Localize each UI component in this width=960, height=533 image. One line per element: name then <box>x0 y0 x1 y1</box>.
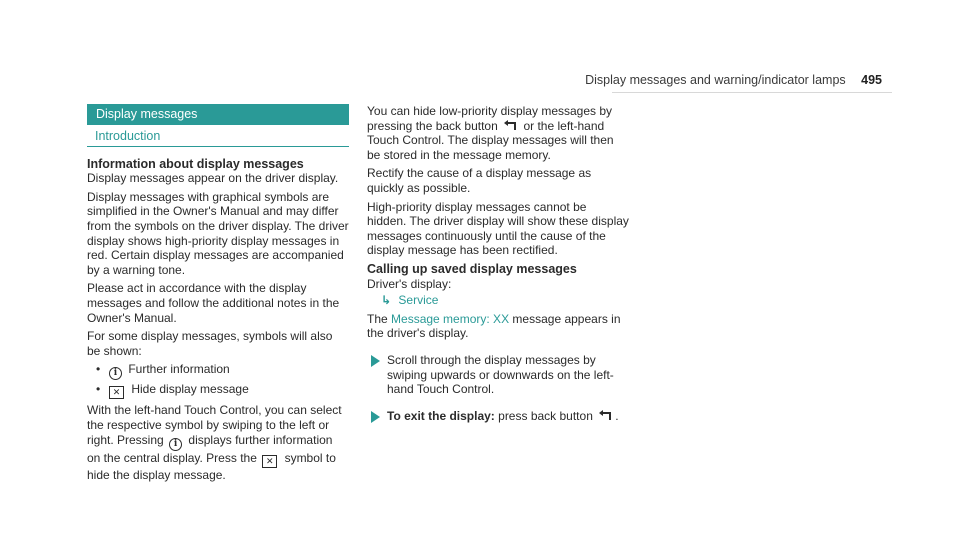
info-circle-icon: i <box>169 438 182 451</box>
list-item-label: Further information <box>128 362 230 377</box>
subsection-title: Introduction <box>87 129 349 147</box>
list-item-label: Hide display message <box>131 382 249 397</box>
paragraph-touch-control: With the left-hand Touch Control, you can select the respective symbol by swiping to the left or right. Pressing i displays further information on the central display. Press the ✕ symbol to hide the display message. <box>87 403 342 482</box>
right-column <box>367 104 629 423</box>
section-title: Display messages <box>87 104 349 125</box>
header-divider <box>612 92 892 93</box>
step-triangle-icon <box>371 355 380 367</box>
message-memory-label: Message memory: XX <box>391 311 510 326</box>
back-arrow-icon <box>503 120 517 131</box>
step-triangle-icon <box>371 411 380 423</box>
paragraph-act: Please act in accordance with the display messages and follow the additional notes in the Owner's Manual. <box>87 281 340 325</box>
paragraph-symbols-shown: For some display messages, symbols will also be shown: <box>87 329 333 358</box>
paragraph-symbols: Display messages with graphical symbols are simplified in the Owner's Manual and may differ from the symbols on the driver display. The driver display shows high-priority display messages in red. Certain display messages are accompanied by a warning tone. <box>87 189 349 277</box>
drivers-display-label: Driver's display: <box>367 276 452 291</box>
list-item <box>87 382 349 399</box>
close-x-icon: ✕ <box>109 386 124 399</box>
page-header <box>585 73 882 87</box>
list-item <box>87 362 349 380</box>
paragraph-hide-messages: You can hide low-priority display messages by pressing the back button or the left-hand Touch Control. The display messages will then be stored in the message memory. <box>367 104 614 162</box>
step-exit: To exit the display: press back button . <box>367 409 629 424</box>
paragraph-high-priority: High-priority display messages cannot be hidden. The driver display will show these display messages continuously until the cause of the display message has been rectified. <box>367 199 629 258</box>
header-title: Display messages and warning/indicator lamps <box>585 73 846 87</box>
back-arrow-icon <box>598 410 612 421</box>
heading-calling-up: Calling up saved display messages <box>367 261 577 276</box>
heading-info-display-messages: Information about display messages <box>87 156 304 171</box>
paragraph-message-memory: The Message memory: XX message appears in the driver's display. <box>367 311 621 341</box>
paragraph-intro: Display messages appear on the driver display. <box>87 171 339 186</box>
symbol-list <box>87 362 349 399</box>
paragraph-rectify: Rectify the cause of a display message as quickly as possible. <box>367 166 592 195</box>
menu-path <box>367 293 629 308</box>
info-circle-icon: i <box>109 367 122 380</box>
submenu-arrow-icon: ↳ <box>381 293 392 308</box>
step-scroll: Scroll through the display messages by swiping upwards or downwards on the left-hand Touch Control. <box>367 353 629 397</box>
page-number: 495 <box>861 73 882 87</box>
left-column <box>87 104 349 486</box>
close-x-icon: ✕ <box>262 455 277 468</box>
menu-path-service: Service <box>398 293 439 308</box>
